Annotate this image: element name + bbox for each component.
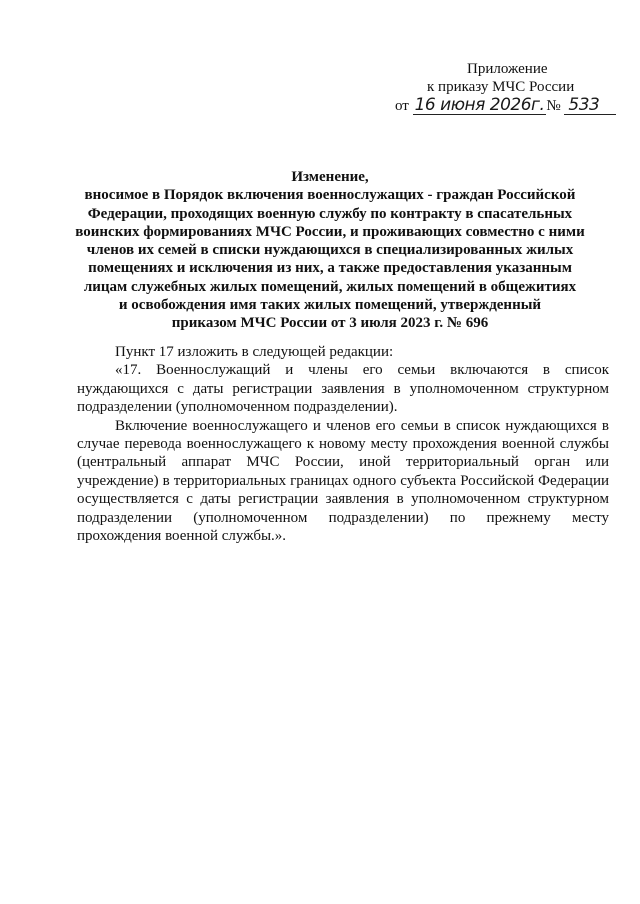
amendment-paragraph-2: Включение военнослужащего и членов его семьи в список нуждающихся в случае перевода военнослужащего к новому месту прохождения военной службы (центральный аппарат МЧС России, иной территориальный орган или учреждение) в территориальных границах одного субъекта Российской Федерации осуществляется с даты регистрации заявления в уполномоченном структурном подразделении (уполномоченном подразделении) по прежнему месту прохождения военной службы.». [77, 417, 609, 545]
number-prefix: № [546, 98, 561, 114]
title-line: лицам служебных жилых помещений, жилых помещений в общежитиях [83, 278, 577, 295]
document-body [77, 343, 609, 545]
appendix-label: Приложение [467, 61, 548, 77]
document-title [50, 168, 610, 333]
appendix-header [395, 60, 610, 118]
date-number-line [395, 96, 610, 118]
title-line: и освобождения имя таких жилых помещений, утвержденный [118, 297, 542, 314]
title-heading: Изменение, [291, 169, 369, 185]
order-reference: к приказу МЧС России [427, 79, 575, 95]
title-line: Федерации, проходящих военную службу по контракту в спасательных [87, 205, 573, 222]
title-line: приказом МЧС России от 3 июля 2023 г. № 696 [171, 315, 489, 332]
title-line: помещениях и исключения из них, а также предоставления указанным [88, 260, 572, 277]
handwritten-number: 533 [564, 96, 616, 115]
title-line: вносимое в Порядок включения военнослужащих - граждан Российской [84, 187, 576, 204]
date-prefix: от [395, 98, 409, 114]
title-line: членов их семей в списки нуждающихся в специализированных жилых [86, 242, 574, 259]
amendment-paragraph-1: «17. Военнослужащий и члены его семьи включаются в список нуждающихся с даты регистрации заявления в уполномоченном структурном подразделении (уполномоченном подразделении). [77, 362, 609, 416]
intro-paragraph: Пункт 17 изложить в следующей редакции: [115, 344, 394, 360]
title-line: воинских формированиях МЧС России, и проживающих совместно с ними [75, 223, 585, 240]
handwritten-date: 16 июня 2026г. [414, 95, 545, 115]
